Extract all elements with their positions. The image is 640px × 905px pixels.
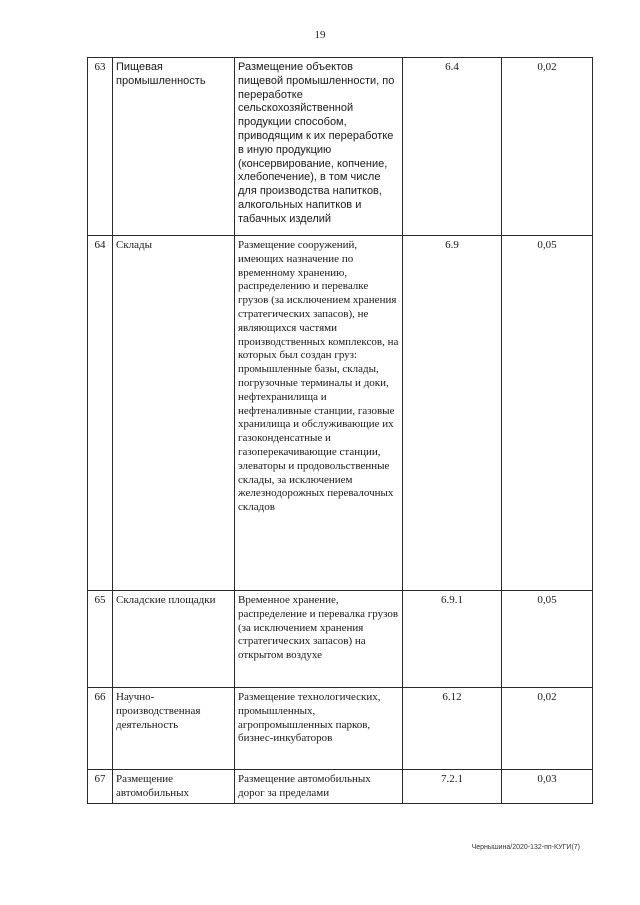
use-type-description: Временное хранение, распределение и перевалка грузов (за исключением хранения стратегических запасов) на открытом воздухе [235,591,403,688]
coefficient-value: 0,02 [502,58,593,236]
classifier-code: 6.9 [403,236,502,591]
table-row [88,236,593,591]
table-row [88,688,593,770]
table-row [88,591,593,688]
classifier-code: 6.4 [403,58,502,236]
table-row [88,58,593,236]
use-type-description: Размещение объектов пищевой промышленности, по переработке сельскохозяйственной продукции способом, приводящим к их переработке в иную продукцию (консервирование, копчение, хлебопечение), в том числе для производства напитков, алкогольных напитков и табачных изделий [235,58,403,236]
use-type-description: Размещение сооружений, имеющих назначение по временному хранению, распределению и перевалке грузов (за исключением хранения стратегических запасов), не являющихся частями производственных комплексов, на которых был создан груз: промышленные базы, склады, погрузочные терминалы и доки, нефтехранилища и нефтеналивные станции, газовые хранилища и обслуживающие их газоконденсатные и газоперекачивающие станции, элеваторы и продовольственные склады, за исключением железнодорожных перевалочных складов [235,236,403,591]
land-use-table [87,57,593,804]
table-row [88,770,593,804]
row-number: 65 [88,591,113,688]
use-type-name: Научно-производственная деятельность [113,688,235,770]
use-type-description: Размещение автомобильных дорог за пределами [235,770,403,804]
coefficient-value: 0,05 [502,236,593,591]
document-footer-stamp: Чернышина/2020-132-пп-КУГИ(7) [471,844,580,851]
classifier-code: 6.12 [403,688,502,770]
page-number: 19 [314,29,326,41]
coefficient-value: 0,03 [502,770,593,804]
row-number: 66 [88,688,113,770]
row-number: 67 [88,770,113,804]
row-number: 64 [88,236,113,591]
classifier-code: 7.2.1 [403,770,502,804]
use-type-name: Пищевая промышленность [113,58,235,236]
coefficient-value: 0,02 [502,688,593,770]
row-number: 63 [88,58,113,236]
classifier-code: 6.9.1 [403,591,502,688]
use-type-name: Складские площадки [113,591,235,688]
use-type-name: Склады [113,236,235,591]
use-type-description: Размещение технологических, промышленных, агропромышленных парков, бизнес-инкубаторов [235,688,403,770]
coefficient-value: 0,05 [502,591,593,688]
use-type-name: Размещение автомобильных [113,770,235,804]
